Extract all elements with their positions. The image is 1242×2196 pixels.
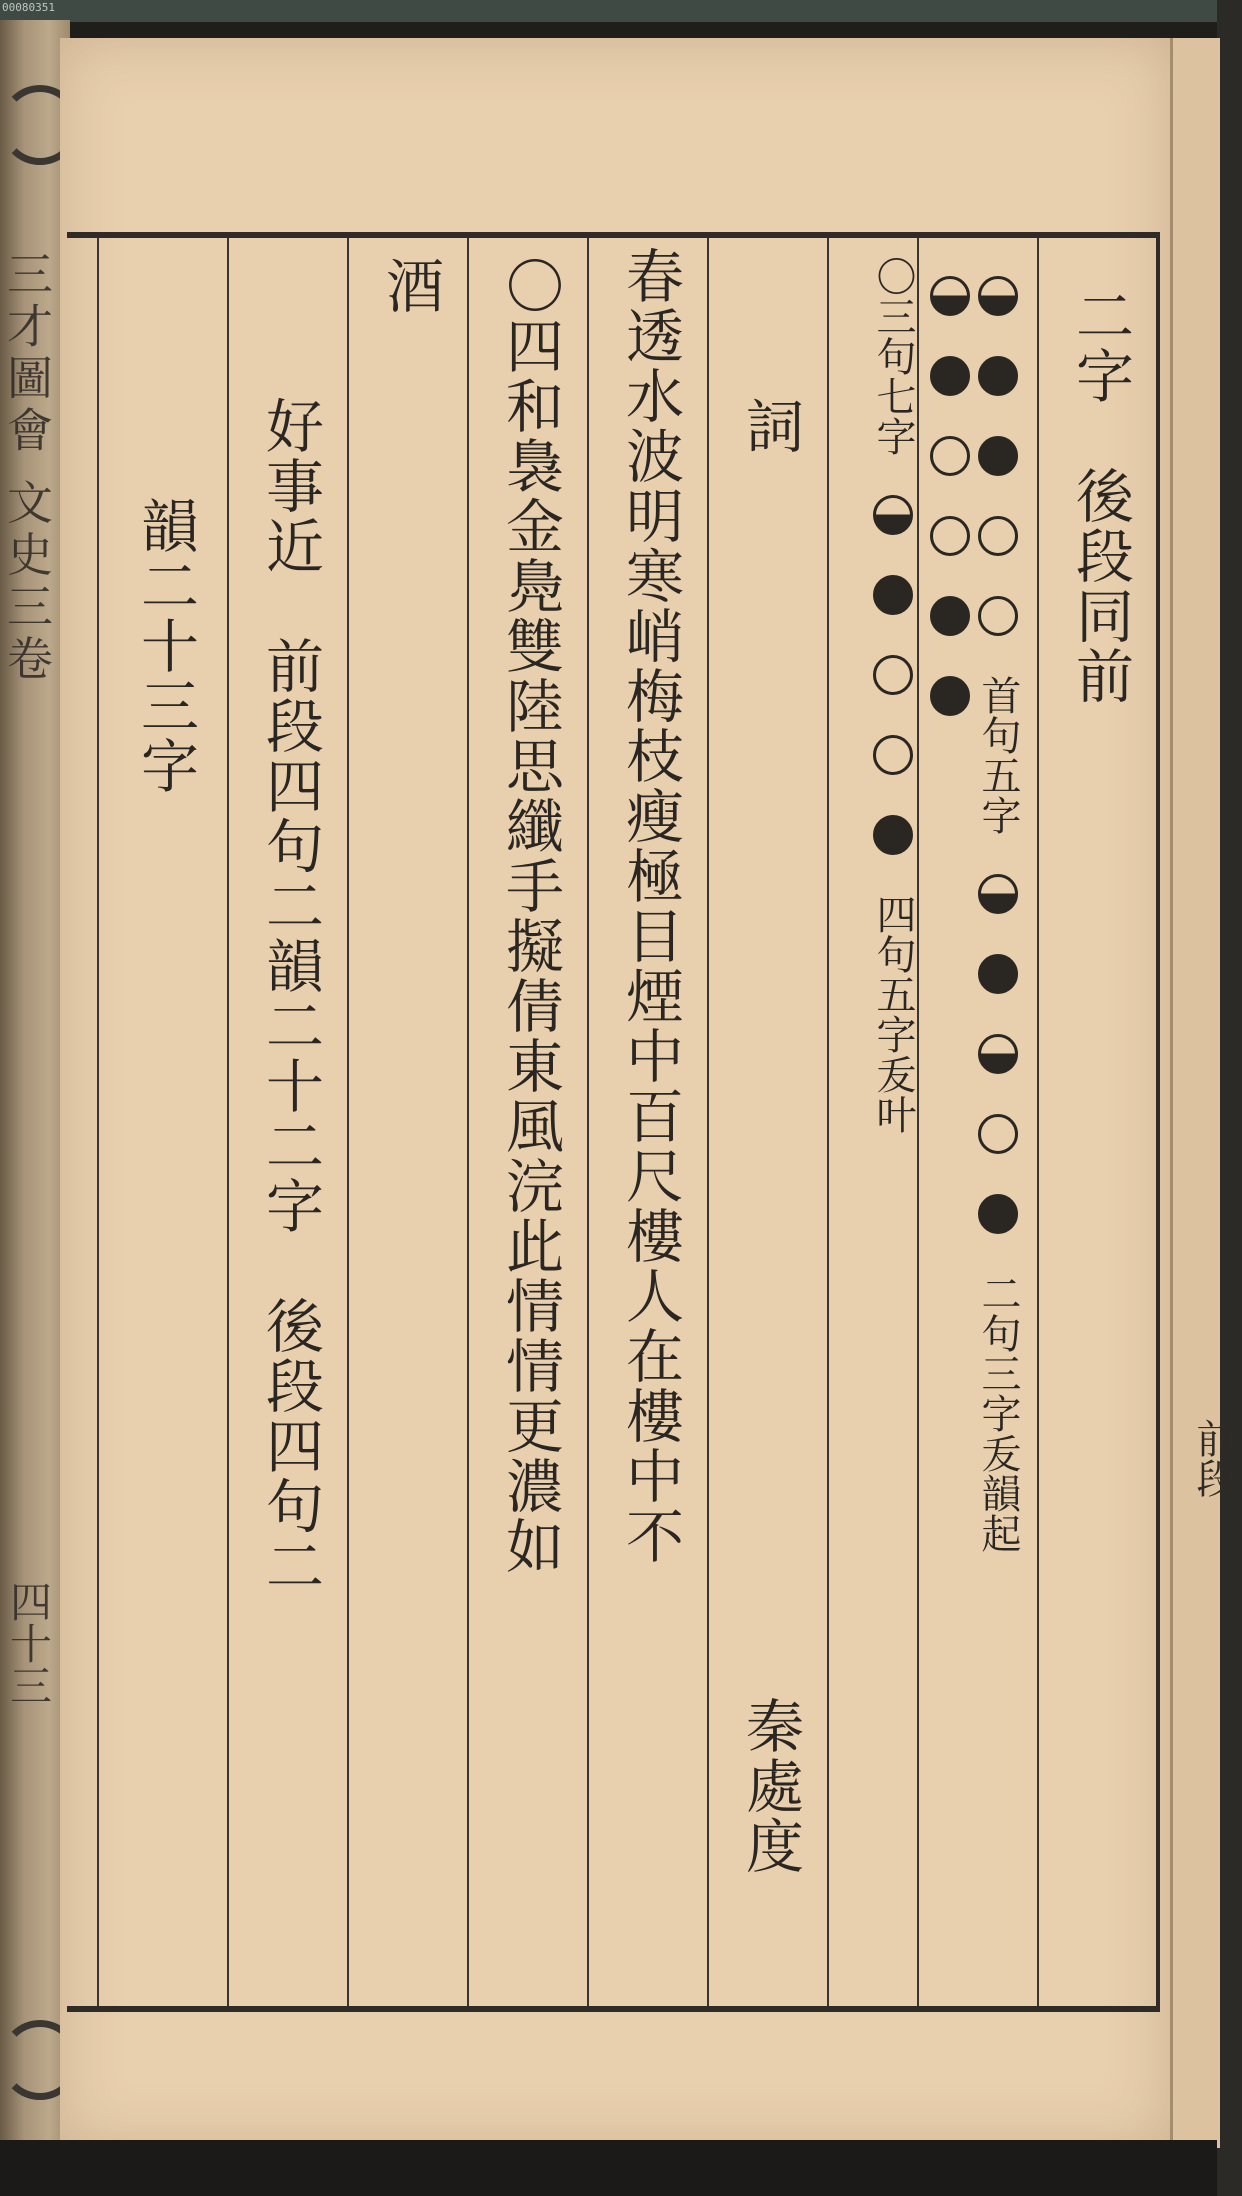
ci-heading: 詞	[736, 396, 804, 456]
next-page-edge	[1170, 38, 1236, 2148]
either-tone-mark	[978, 874, 1018, 914]
column-rule	[1037, 238, 1039, 2006]
oblique-tone-mark	[978, 356, 1018, 396]
column-2-note-2: 二句三字叐韻起	[975, 1273, 1021, 1553]
scan-id: 00080351	[2, 1, 55, 14]
either-tone-mark	[873, 495, 913, 535]
scan-bottom-edge	[0, 2140, 1217, 2196]
tone-mark-group	[930, 256, 970, 736]
either-tone-mark	[978, 1034, 1018, 1074]
oblique-tone-mark	[978, 954, 1018, 994]
level-tone-mark	[978, 516, 1018, 556]
either-tone-mark	[930, 276, 970, 316]
next-page-fragment: 前段	[1190, 1418, 1236, 1498]
level-tone-mark	[873, 735, 913, 775]
column-4-heading	[722, 246, 812, 2006]
column-3-note-2: 四句五字叐叶	[870, 894, 916, 1134]
poem-line-3: 酒	[376, 256, 444, 316]
column-3-note-1: 〇三句七字	[870, 256, 916, 456]
column-rule	[347, 238, 349, 2006]
level-tone-mark	[978, 596, 1018, 636]
tone-mark-group	[978, 256, 1018, 656]
tune-description: 好事近 前段四句二韻二十二字 後段四句二	[256, 396, 324, 1596]
tone-mark-group	[873, 475, 913, 875]
column-3-tone-marks	[842, 246, 922, 2006]
oblique-tone-mark	[873, 815, 913, 855]
oblique-tone-mark	[930, 356, 970, 396]
column-rule	[467, 238, 469, 2006]
poem-line-2: 〇四和裊金鳧雙陸思纖手擬倩東風浣此情情更濃如	[496, 256, 564, 1576]
level-tone-mark	[930, 436, 970, 476]
column-rule	[97, 238, 99, 2006]
column-2-tone-marks	[937, 246, 1027, 2006]
author-name: 秦處度	[736, 1696, 804, 1876]
tone-mark-group	[978, 854, 1018, 1254]
oblique-tone-mark	[873, 575, 913, 615]
tune-description-cont: 韻二十三字	[131, 496, 199, 796]
oblique-tone-mark	[978, 1194, 1018, 1234]
level-tone-mark	[978, 1114, 1018, 1154]
spine-page-number: 四十三	[4, 1580, 53, 1706]
level-tone-mark	[930, 516, 970, 556]
column-rule	[827, 238, 829, 2006]
level-tone-mark	[873, 655, 913, 695]
spine-title: 三才圖會 文史三卷	[0, 250, 54, 687]
scan-header-strip	[0, 0, 1217, 22]
oblique-tone-mark	[930, 676, 970, 716]
oblique-tone-mark	[930, 596, 970, 636]
column-rule	[227, 238, 229, 2006]
poem-line-1: 春透水波明寒峭梅枝瘦極目煙中百尺樓人在樓中不	[616, 246, 684, 1566]
print-frame	[67, 232, 1160, 2012]
column-rule	[707, 238, 709, 2006]
column-1-text: 二字 後段同前	[1066, 286, 1134, 706]
column-2-note-1: 首句五字	[975, 675, 1021, 835]
either-tone-mark	[978, 276, 1018, 316]
oblique-tone-mark	[978, 436, 1018, 476]
column-rule	[587, 238, 589, 2006]
